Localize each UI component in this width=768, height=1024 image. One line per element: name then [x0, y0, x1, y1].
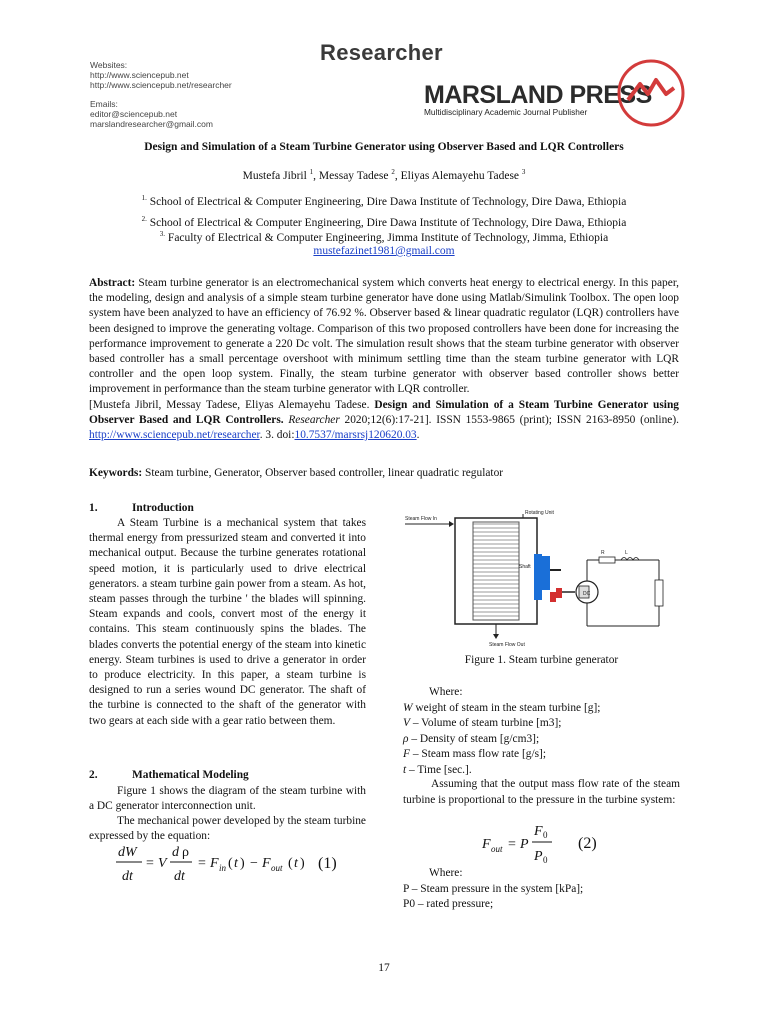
author-2-mark: 2	[391, 168, 395, 176]
section-1-heading	[89, 501, 366, 516]
corresponding-email	[0, 245, 768, 257]
svg-text:V: V	[158, 856, 167, 871]
author-list: Mustefa Jibril $^1$, Messay Tadese $^2$, Eliyas Alemayehu Tadese $^3$	[242, 168, 526, 182]
journal-contact-block	[90, 60, 232, 129]
resistor-label: R	[601, 550, 605, 556]
equation-2	[478, 818, 608, 868]
author-1: Mustefa Jibril	[242, 169, 307, 182]
svg-text:out: out	[271, 863, 283, 873]
svg-text:F: F	[534, 824, 543, 839]
where-label-1: Where:	[429, 686, 463, 698]
section-1-paragraph: A Steam Turbine is a mechanical system that takes thermal energy from pressurized steam and converted it into mechanical output. Because the turbine generates rotational speed motion, it is particularly used to drive electrical generators. a steam turbine gain power from a steam. As hot, steam passes through the turbine ' the blades will spinning. Steam expands and cools, convert most of the energy it contains. This steam continuously spins the blades. The blades converts the potential energy of the steam into kinetic energy. Steam turbines is used to drive a generator in order to produce electricity. In this paper, a steam turbine is designed to run a series wound DC generator. The shaft of the turbine is connected to the shaft of the generator with two gears at each side with a gear ratio between them.	[89, 517, 366, 727]
affiliation-2-mark: 2.	[141, 215, 147, 223]
definition-rho	[403, 732, 680, 748]
section-2-title: Mathematical Modeling	[132, 769, 249, 781]
inductor-label: L	[625, 550, 628, 556]
definition-v-symbol: V	[403, 717, 410, 729]
svg-text:ρ: ρ	[182, 845, 189, 860]
emails-label: Emails:	[90, 99, 118, 109]
publisher-name: MARSLAND PRESS	[424, 81, 652, 109]
svg-text:P: P	[520, 837, 529, 852]
svg-text:F: F	[210, 856, 219, 871]
svg-text:d: d	[172, 845, 179, 860]
svg-text:): )	[300, 856, 305, 871]
svg-text:F: F	[262, 856, 271, 871]
definition-list-2	[403, 866, 680, 913]
definition-rho-symbol: ρ	[403, 732, 409, 745]
svg-text:): )	[240, 856, 245, 871]
email-link-2[interactable]: marslandresearcher@gmail.com	[90, 119, 213, 129]
shaft-label: Shaft	[519, 564, 531, 570]
publisher-logo-icon	[616, 58, 686, 128]
svg-text:=: =	[508, 837, 516, 852]
affiliation-1	[0, 194, 768, 208]
section-1-title: Introduction	[132, 502, 194, 514]
journal-title: Researcher	[320, 40, 443, 65]
steam-turbine-diagram	[401, 508, 681, 648]
keywords-label: Keywords:	[89, 467, 143, 479]
affiliation-2	[0, 215, 768, 229]
steam-out-label: Steam Flow Out	[489, 642, 525, 648]
citation-end: .	[416, 429, 420, 442]
citation-journal: Researcher	[288, 413, 340, 426]
definition-f	[403, 747, 680, 763]
equation-2-number: (2)	[578, 835, 597, 852]
definition-w-symbol: W	[403, 701, 413, 714]
steam-in-label: Steam Flow In	[405, 516, 437, 522]
generator-label: DC	[583, 591, 591, 597]
keywords-text: Steam turbine, Generator, Observer based controller, linear quadratic regulator	[145, 467, 504, 479]
section-2-heading	[89, 768, 366, 783]
affiliation-2-text: School of Electrical & Computer Engineering, Dire Dawa Institute of Technology, Dire Dawa, Ethiopia	[149, 216, 627, 229]
definition-t-text: – Time [sec.].	[406, 763, 472, 776]
definition-f-symbol: F	[403, 748, 410, 760]
assumption-paragraph: Assuming that the output mass flow rate of the steam turbine is proportional to the pressure in the turbine system:	[403, 778, 680, 806]
svg-text:0: 0	[543, 830, 548, 840]
definition-list-1	[403, 685, 680, 778]
svg-text:0: 0	[543, 855, 548, 865]
affiliation-3	[0, 230, 768, 244]
abstract-label: Abstract:	[89, 277, 136, 289]
svg-text:(: (	[228, 856, 233, 871]
definition-v-text: – Volume of steam turbine [m3];	[409, 717, 562, 729]
svg-text:t: t	[294, 856, 298, 871]
svg-text:=: =	[146, 856, 154, 871]
svg-text:out: out	[491, 844, 503, 854]
svg-text:dt: dt	[122, 869, 133, 884]
author-3-mark: 3	[521, 168, 526, 176]
author-3: Eliyas Alemayehu Tadese	[400, 169, 520, 182]
definition-v	[403, 716, 680, 732]
section-2-paragraph-2: The mechanical power developed by the steam turbine expressed by the equation:	[89, 815, 366, 843]
citation-doi-link[interactable]: 10.7537/marsrsj120620.03	[294, 429, 417, 442]
corresponding-email-link[interactable]: mustefazinet1981@gmail.com	[313, 245, 455, 257]
svg-text:=: =	[198, 856, 206, 871]
svg-text:P: P	[534, 849, 543, 864]
affiliation-1-text: School of Electrical & Computer Engineering, Dire Dawa Institute of Technology, Dire Dawa, Ethiopia	[149, 195, 627, 208]
svg-text:−: −	[250, 856, 258, 871]
citation-title: Design and Simulation of a Steam Turbine Generator using Observer Based and LQR Controllers.	[89, 398, 679, 426]
where-label-2: Where:	[429, 867, 463, 879]
affiliation-1-mark: 1.	[141, 194, 147, 202]
definition-w-text: weight of steam in the steam turbine [g];	[412, 701, 601, 714]
svg-text:t: t	[234, 856, 238, 871]
affiliation-3-text: Faculty of Electrical & Computer Engineering, Jimma Institute of Technology, Jimma, Ethiopia	[167, 231, 609, 244]
equation-1-number: (1)	[318, 855, 337, 872]
keywords	[89, 467, 679, 479]
affiliation-3-mark: 3.	[159, 230, 166, 238]
figure-1-caption: Figure 1. Steam turbine generator	[464, 654, 619, 666]
svg-text:dt: dt	[174, 869, 185, 884]
definition-t-symbol: t	[403, 763, 407, 776]
citation-volume: 2020;12(6):17-21]. ISSN 1553-9865 (print); ISSN 2163-8950 (online).	[344, 413, 679, 426]
abstract	[89, 276, 679, 443]
paper-title: Design and Simulation of a Steam Turbine Generator using Observer Based and LQR Controllers	[144, 141, 624, 153]
page-number: 17	[378, 962, 390, 974]
section-2-number: 2.	[89, 769, 98, 781]
author-1-mark: 1	[309, 168, 314, 176]
citation-authors: [Mustefa Jibril, Messay Tadese, Eliyas Alemayehu Tadese.	[89, 398, 370, 411]
definition-rho-text: – Density of steam [g/cm3];	[408, 732, 540, 745]
svg-text:F: F	[482, 837, 491, 852]
section-1-number: 1.	[89, 502, 98, 514]
website-link-1[interactable]: http://www.sciencepub.net	[90, 70, 189, 80]
svg-text:in: in	[219, 863, 227, 873]
section-2-paragraph-1: Figure 1 shows the diagram of the steam turbine with a DC generator interconnection unit.	[89, 785, 366, 813]
definition-w	[403, 701, 680, 717]
citation-url-link[interactable]: http://www.sciencepub.net/researcher	[89, 429, 260, 442]
website-link-2[interactable]: http://www.sciencepub.net/researcher	[90, 80, 232, 90]
abstract-text: Steam turbine generator is an electromechanical system which converts heat energy to electrical energy. In this paper, the modeling, design and analysis of a simple steam turbine generator have done using Matlab/Simulink Toolbox. The open loop system have been analyzed to have an efficiency of 76.92 %. Observer based & linear quadratic regulator (LQR) controllers have been designed to improve the generating voltage. Comparison of this two proposed controllers have been done for increasing the performance improvement to generate a 220 Dc volt. The simulation result shows that the steam turbine generator with observer based controller has a small percentage overshoot with minimum settling time than the steam turbine generator with LQR controller and the open loop system. Finally, the steam turbine generator with observer based controller shows better improvement in performance than the steam turbine generator with LQR controller.	[89, 277, 679, 396]
publisher-tagline: Multidisciplinary Academic Journal Publisher	[424, 107, 588, 117]
equation-1	[112, 840, 372, 890]
definition-f-text: – Steam mass flow rate [g/s];	[409, 748, 546, 760]
svg-text:(: (	[288, 856, 293, 871]
author-2: Messay Tadese	[318, 169, 389, 182]
svg-text:dW: dW	[118, 845, 137, 860]
citation-doi-prefix: . 3. doi:	[259, 429, 295, 442]
definition-p0: P0 – rated pressure;	[403, 898, 494, 910]
definition-p: P – Steam pressure in the system [kPa];	[403, 882, 584, 895]
citation	[89, 398, 679, 444]
websites-label: Websites:	[90, 60, 128, 70]
definition-t	[403, 763, 680, 779]
rotating-unit-label: Rotating Unit	[525, 510, 554, 516]
email-link-1[interactable]: editor@sciencepub.net	[90, 109, 178, 119]
